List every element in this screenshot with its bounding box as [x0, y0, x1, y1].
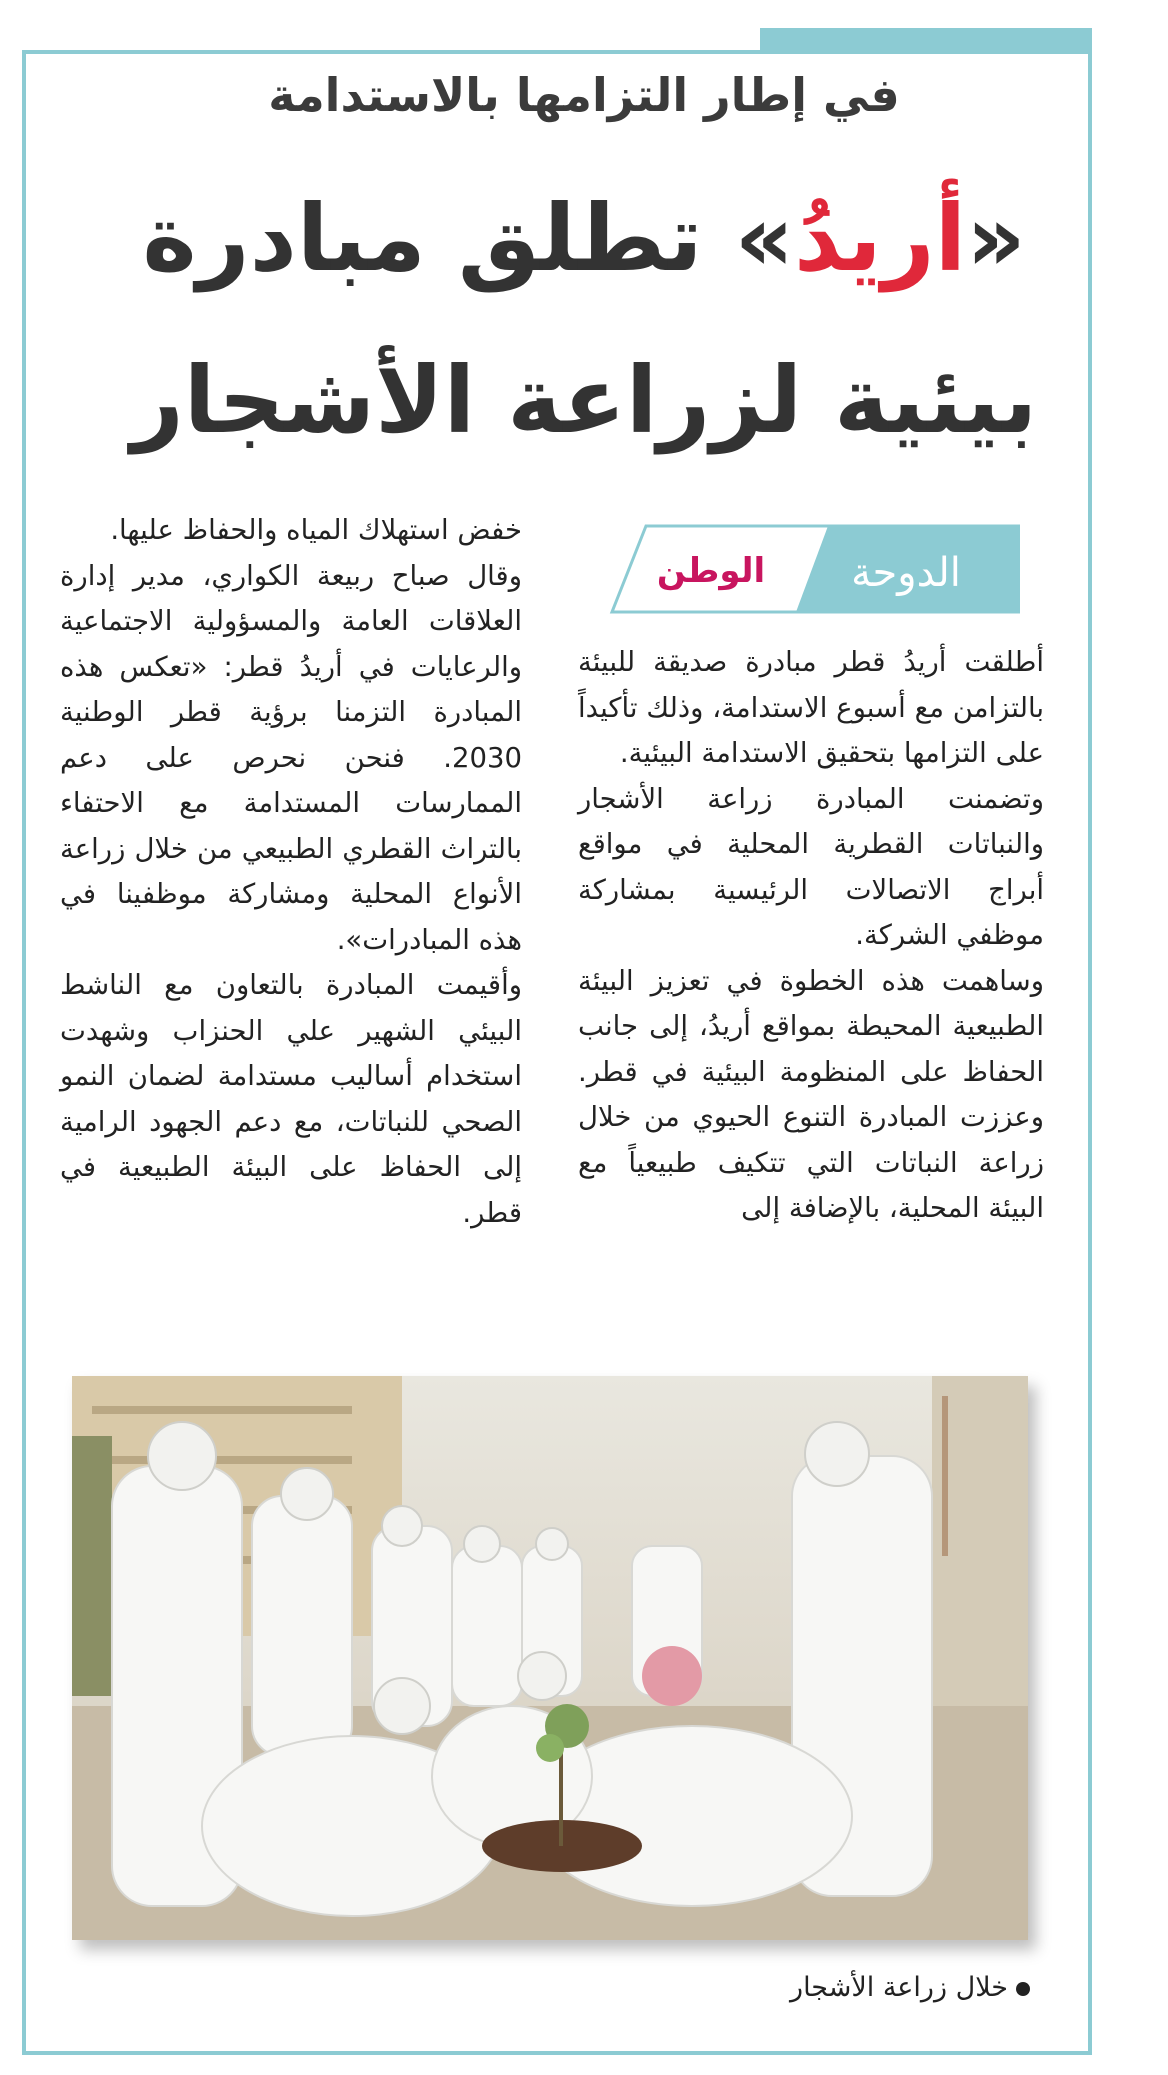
- headline-line-1: [0, 185, 1168, 292]
- bullet-icon: [1016, 1982, 1030, 1996]
- headline-quote-close: »: [734, 185, 795, 292]
- headline-brand: أريدُ: [794, 185, 967, 292]
- banner-city: الدوحة: [851, 550, 961, 596]
- paragraph: وأقيمت المبادرة بالتعاون مع الناشط البيئي الشهير علي الحنزاب وشهدت استخدام أساليب مستدامة لضمان النمو الصحي للنباتات، مع دعم الجهود الرامية إلى الحفاظ على البيئة الطبيعية في قطر.: [60, 969, 522, 1229]
- article-column-right: [578, 640, 1044, 1232]
- headline-rest: تطلق مبادرة: [142, 185, 703, 292]
- banner-source: الوطن: [656, 551, 766, 591]
- paragraph: أطلقت أريدُ قطر مبادرة صديقة للبيئة بالتزامن مع أسبوع الاستدامة، وذلك تأكيداً على التزامها بتحقيق الاستدامة البيئية.: [578, 646, 1044, 769]
- headline-quote-open: «: [966, 185, 1026, 292]
- paragraph: خفض استهلاك المياه والحفاظ عليها.: [110, 514, 522, 546]
- photo-caption: [700, 1972, 1030, 2003]
- kicker: في إطار التزامها بالاستدامة: [268, 68, 900, 122]
- article-photo: [72, 1376, 1028, 1940]
- paragraph: وتضمنت المبادرة زراعة الأشجار والنباتات القطرية المحلية في مواقع أبراج الاتصالات الرئيسية بمشاركة موظفي الشركة.: [578, 782, 1044, 951]
- photo-caption-text: خلال زراعة الأشجار: [790, 1972, 1008, 2003]
- paragraph: وقال صباح ربيعة الكواري، مدير إدارة العلاقات العامة والمسؤولية الاجتماعية والرعايات في أريدُ قطر: «تعكس هذه المبادرة التزمنا برؤية قطر الوطنية 2030. فنحن نحرص على دعم الممارسات المستدامة مع الاحتفاء بالتراث القطري الطبيعي من خلال زراعة الأنواع المحلية ومشاركة موظفينا في هذه المبادرات».: [60, 559, 522, 956]
- headline-line-2: بيئية لزراعة الأشجار: [130, 347, 1038, 454]
- source-banner: [606, 520, 1020, 618]
- paragraph: وساهمت هذه الخطوة في تعزيز البيئة الطبيعية المحيطة بمواقع أريدُ، إلى جانب الحفاظ على المنظومة البيئية في قطر. وعززت المبادرة التنوع الحيوي من خلال زراعة النباتات التي تتكيف طبيعياً مع البيئة المحلية، بالإضافة إلى: [578, 964, 1044, 1224]
- article-column-left: [60, 508, 522, 1236]
- photo-illustration: [72, 1376, 1028, 1940]
